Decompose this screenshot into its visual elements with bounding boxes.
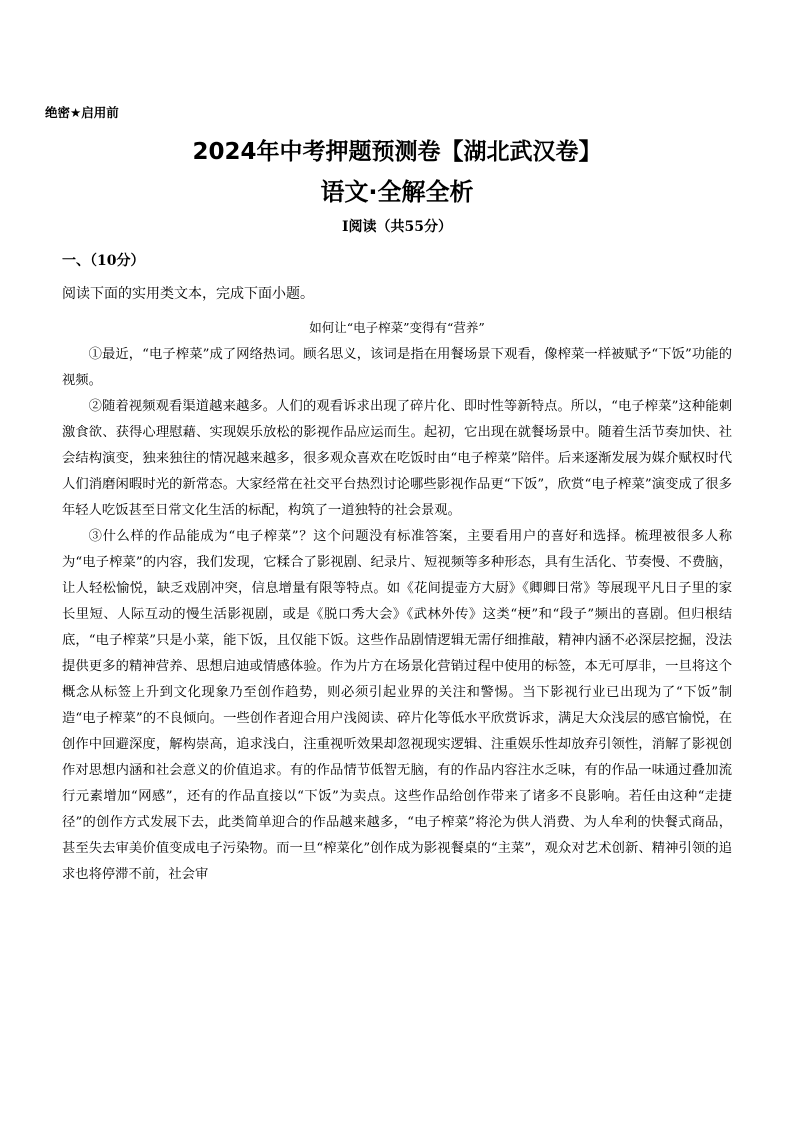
paragraph-1: ①最近，“电子榨菜”成了网络热词。顾名思义，该词是指在用餐场景下观看，像榨菜一样被赋予“下饭”功能的视频。 bbox=[62, 347, 732, 388]
paragraph-2: ②随着视频观看渠道越来越多。人们的观看诉求出现了碎片化、即时性等新特点。所以，“电子榨菜”这种能刺激食欲、获得心理慰藉、实现娱乐放松的影视作品应运而生。起初，它出现在就餐场景中。随着生活节奏加快、社会结构演变，独来独往的情况越来越多，很多观众喜欢在吃饭时由“电子榨菜”陪伴。后来逐渐发展为媒介赋权时代人们消磨闲暇时光的新常态。大家经常在社交平台热烈讨论哪些影视作品更“下饭”，欣赏“电子榨菜”演变成了很多年轻人吃饭甚至日常文化生活的标配，构筑了一道独特的社会景观。 bbox=[62, 399, 732, 518]
paragraph-3: ③什么样的作品能成为“电子榨菜”？这个问题没有标准答案，主要看用户的喜好和选择。梳理被很多人称为“电子榨菜”的内容，我们发现，它糅合了影视剧、纪录片、短视频等多种形态，具有生活化、节奏慢、不费脑，让人轻松愉悦，缺乏戏剧冲突，信息增量有限等特点。如《花间提壶方大厨》《卿卿日常》等展现平凡日子里的家长里短、人际互动的慢生活影视剧，或是《脱口秀大会》《武林外传》这类“梗”和“段子”频出的喜剧。但归根结底，“电子榨菜”只是小菜，能下饭，且仅能下饭。这些作品剧情逻辑无需仔细推敲，精神内涵不必深层挖掘，没法提供更多的精神营养、思想启迪或情感体验。作为片方在场景化营销过程中使用的标签，本无可厚非，一旦将这个概念从标签上升到文化现象乃至创作趋势，则必须引起业界的关注和警惕。当下影视行业已出现为了“下饭”制造“电子榨菜”的不良倾向。一些创作者迎合用户浅阅读、碎片化等低水平欣赏诉求，满足大众浅层的感官愉悦，在创作中回避深度，解构崇高，追求浅白，注重视听效果却忽视现实逻辑、注重娱乐性却放弃引领性，消解了影视创作对思想内涵和社会意义的价值追求。有的作品情节低智无脑，有的作品内容注水乏味，有的作品一味通过叠加流行元素增加“网感”，还有的作品直接以“下饭”为卖点。这些作品给创作带来了诸多不良影响。若任由这种“走捷径”的创作方式发展下去，此类简单迎合的作品越来越多，“电子榨菜”将沦为供人消费、为人牟利的快餐式商品，甚至失去审美价值变成电子污染物。而一旦“榨菜化”创作成为影视餐桌的“主菜”，观众对艺术创新、精神引领的追求也将停滞不前，社会审 bbox=[62, 529, 732, 882]
secret-label: 绝密★启用前 bbox=[45, 105, 119, 120]
part-heading: I阅读（共55分） bbox=[341, 219, 453, 235]
instruction-text: 阅读下面的实用类文本，完成下面小题。 bbox=[62, 286, 314, 302]
article-body bbox=[62, 342, 732, 888]
exam-title: 2024年中考押题预测卷【湖北武汉卷】 bbox=[192, 139, 602, 165]
article-title: 如何让“电子榨菜”变得有“营养” bbox=[309, 320, 485, 335]
section-heading: 一、（10分） bbox=[62, 253, 145, 269]
exam-subtitle: 语文·全解全析 bbox=[320, 178, 474, 206]
